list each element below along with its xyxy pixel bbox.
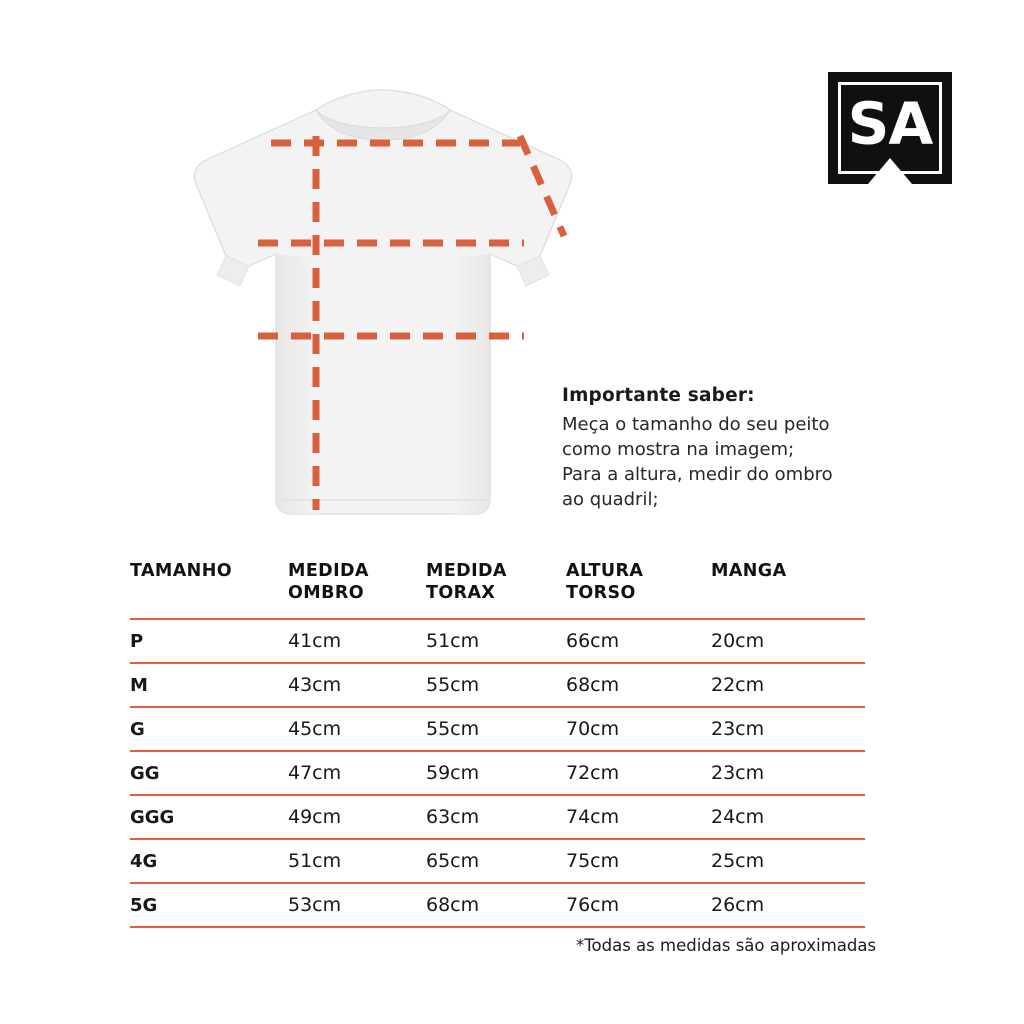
- column-header-manga: [711, 560, 865, 619]
- cell-torax: 55cm: [426, 674, 480, 696]
- cell-manga: 25cm: [711, 850, 765, 872]
- column-header-medida-ombro-line2: OMBRO: [288, 583, 364, 603]
- cell-torax: 59cm: [426, 762, 480, 784]
- cell-size: G: [130, 718, 145, 740]
- size-chart-table: [130, 560, 865, 928]
- column-header-manga-line1: MANGA: [711, 561, 787, 581]
- cell-altura: 74cm: [566, 806, 620, 828]
- cell-altura: 75cm: [566, 850, 620, 872]
- cell-altura: 72cm: [566, 762, 620, 784]
- cell-manga: 22cm: [711, 674, 765, 696]
- column-header-medida-torax-line2: TORAX: [426, 583, 496, 603]
- cell-torax: 65cm: [426, 850, 480, 872]
- table-row: [130, 663, 865, 707]
- logo-text: SA: [847, 89, 933, 158]
- cell-manga: 20cm: [711, 630, 765, 652]
- column-header-altura-torso-line2: TORSO: [566, 583, 636, 603]
- cell-altura: 66cm: [566, 630, 620, 652]
- cell-size: 4G: [130, 850, 158, 872]
- column-header-medida-ombro: [288, 560, 426, 619]
- table-header-row: [130, 560, 865, 619]
- brand-logo: [828, 72, 952, 184]
- cell-altura: 76cm: [566, 894, 620, 916]
- logo-notch: [868, 158, 912, 184]
- column-header-medida-torax-line1: MEDIDA: [426, 561, 507, 581]
- t-shirt-measurement-diagram: [168, 88, 598, 533]
- table-row: [130, 795, 865, 839]
- table-footnote: *Todas as medidas são aproximadas: [576, 936, 877, 955]
- table-row: [130, 619, 865, 663]
- cell-size: GG: [130, 762, 160, 784]
- column-header-altura-torso: [566, 560, 711, 619]
- shirt-body-shape: [194, 90, 571, 514]
- cell-ombro: 43cm: [288, 674, 342, 696]
- cell-ombro: 45cm: [288, 718, 342, 740]
- table-header: [130, 560, 865, 619]
- note-title: Importante saber:: [562, 385, 755, 406]
- table-row: [130, 839, 865, 883]
- cell-torax: 51cm: [426, 630, 480, 652]
- column-header-tamanho: [130, 560, 288, 619]
- cell-torax: 55cm: [426, 718, 480, 740]
- cell-ombro: 51cm: [288, 850, 342, 872]
- table-row: [130, 883, 865, 927]
- cell-size: 5G: [130, 894, 158, 916]
- cell-size: GGG: [130, 806, 175, 828]
- table-body: [130, 619, 865, 927]
- note-line-3: Para a altura, medir do ombro: [562, 464, 833, 485]
- note-line-4: ao quadril;: [562, 489, 659, 510]
- cell-altura: 68cm: [566, 674, 620, 696]
- cell-size: P: [130, 630, 144, 652]
- cell-torax: 68cm: [426, 894, 480, 916]
- cell-ombro: 47cm: [288, 762, 342, 784]
- cell-manga: 24cm: [711, 806, 765, 828]
- logo-box: [828, 72, 952, 184]
- note-line-2: como mostra na imagem;: [562, 439, 795, 460]
- column-header-medida-torax: [426, 560, 566, 619]
- column-header-altura-torso-line1: ALTURA: [566, 561, 644, 581]
- table-row: [130, 707, 865, 751]
- cell-torax: 63cm: [426, 806, 480, 828]
- column-header-medida-ombro-line1: MEDIDA: [288, 561, 369, 581]
- cell-ombro: 49cm: [288, 806, 342, 828]
- cell-size: M: [130, 674, 148, 696]
- cell-ombro: 41cm: [288, 630, 342, 652]
- table-row: [130, 751, 865, 795]
- cell-ombro: 53cm: [288, 894, 342, 916]
- cell-manga: 26cm: [711, 894, 765, 916]
- cell-manga: 23cm: [711, 762, 765, 784]
- important-note: [562, 385, 982, 512]
- note-line-1: Meça o tamanho do seu peito: [562, 414, 830, 435]
- cell-altura: 70cm: [566, 718, 620, 740]
- cell-manga: 23cm: [711, 718, 765, 740]
- column-header-tamanho-line1: TAMANHO: [130, 561, 233, 581]
